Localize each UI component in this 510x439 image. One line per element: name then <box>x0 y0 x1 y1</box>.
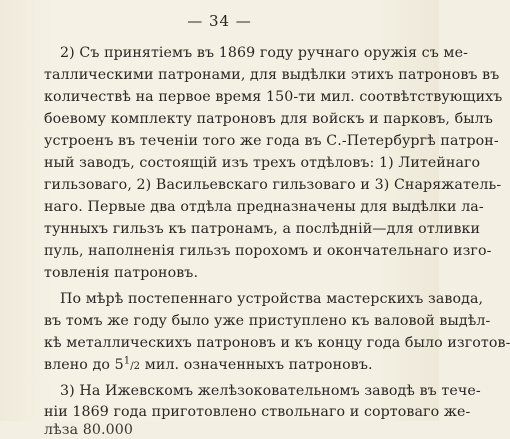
page-number: — 34 — <box>187 12 252 30</box>
text-line-17: ніи 1869 года приготовлено ствольнаго и сортоваго же- <box>44 404 471 420</box>
text-line-10: пуль, наполненія гильзъ порохомъ и окончательнаго изго- <box>44 243 492 259</box>
text-line-14: кѣ металлическихъ патроновъ и къ концу года было изготов- <box>44 335 510 351</box>
text-line-13: въ томъ же году было уже приступлено къ валовой выдѣл- <box>44 313 491 329</box>
text-line-11: товленія патроновъ. <box>44 265 199 281</box>
text-line-18: лѣза 80.000 <box>44 422 134 438</box>
text-line-7: гильзоваго, 2) Васильевскаго гильзоваго и 3) Снаряжатель- <box>44 177 502 193</box>
line-15-suffix: мил. означенныхъ патроновъ. <box>140 357 373 373</box>
line-15-prefix: влено до 5 <box>44 357 124 373</box>
fraction-denominator: 2 <box>133 361 141 372</box>
text-line-15 <box>44 356 422 376</box>
text-line-16: 3) На Ижевскомъ желѣзоковательномъ заводѣ въ тече- <box>60 383 481 399</box>
text-line-12: По мѣрѣ постепеннаго устройства мастерскихъ завода, <box>60 291 484 307</box>
text-line-8: наго. Первые два отдѣла предназначены для выдѣлки ла- <box>44 199 484 215</box>
text-line-6: ный заводъ, состоящій изъ трехъ отдѣловъ: 1) Литейнаго <box>44 155 481 171</box>
text-line-3: количествѣ на первое время 150-ти мил. соотвѣтствующихъ <box>44 89 503 105</box>
text-line-5: устроенъ въ теченіи того же года въ С.-Петербургѣ патрон- <box>44 133 499 149</box>
fraction-slash: / <box>130 361 134 372</box>
text-line-2: таллическими патронами, для выдѣлки этихъ патроновъ въ <box>44 67 500 83</box>
text-line-1: 2) Съ принятіемъ въ 1869 году ручнаго оружія съ ме- <box>60 45 468 61</box>
fraction-numerator: 1 <box>123 355 131 367</box>
text-line-4: боевому комплекту патроновъ для войскъ и парковъ, былъ <box>44 111 493 127</box>
text-line-9: тунныхъ гильзъ къ патронамъ, а послѣдній—для отливки <box>44 221 481 237</box>
